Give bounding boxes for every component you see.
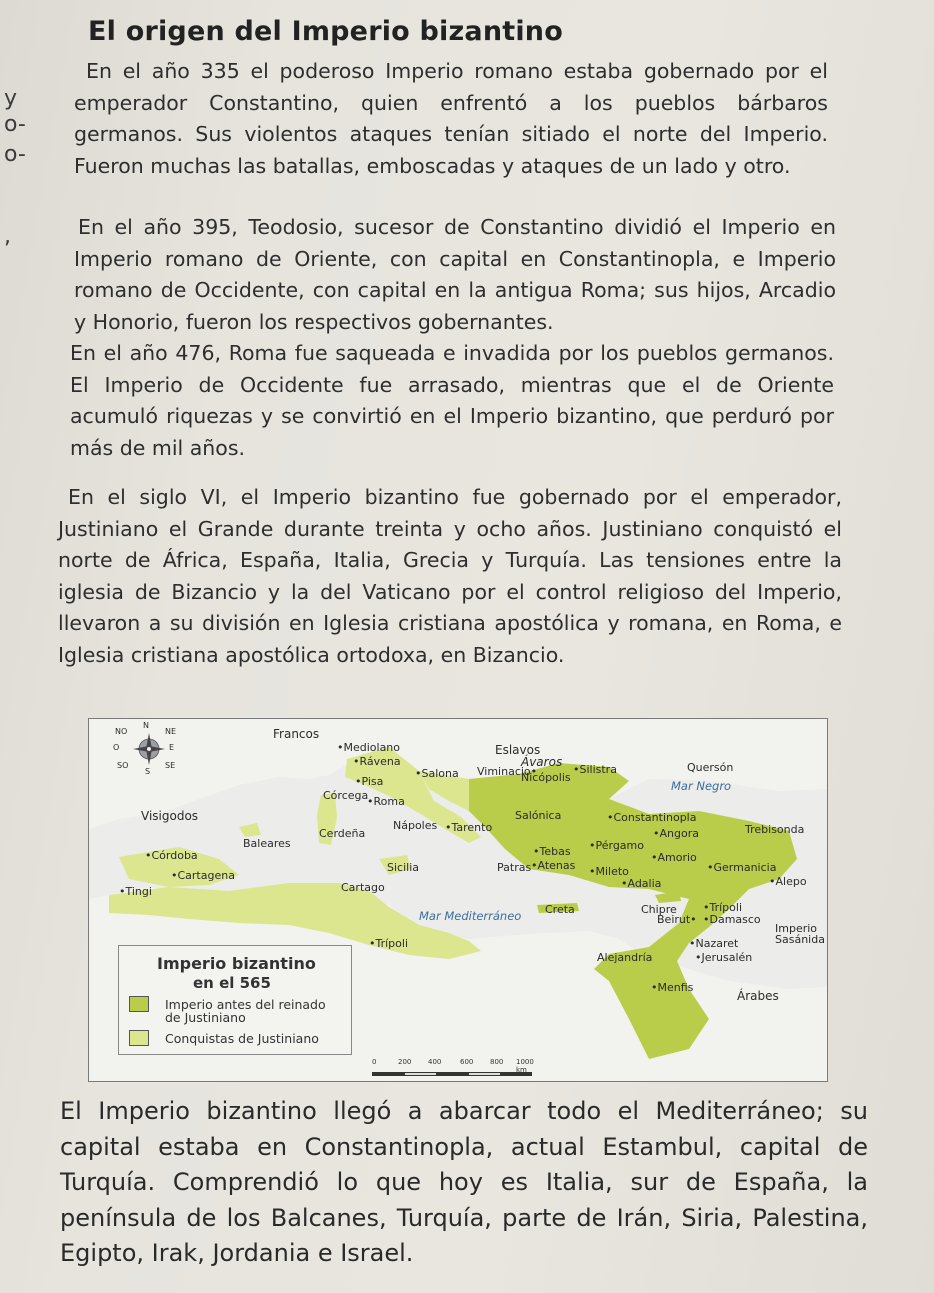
label-constantinopla: •Constantinopla [607, 811, 697, 824]
scale-segment [372, 1072, 404, 1076]
label-jerusalen: •Jerusalén [695, 951, 753, 964]
map-caption: El Imperio bizantino llegó a abarcar todo el Mediterráneo; su capital estaba en Constantinopla, actual Estambul, capital de Turquía. Comprendió lo que hoy es Italia, sur de España, la península de los Balcanes, Turquía, parte de Irán, Siria, Palestina, Egipto, Irak, Jordania e Israel. [60, 1097, 868, 1267]
paragraph-roma-476: En el año 476, Roma fue saqueada e invadida por los pueblos germanos. El Imperio de Occidente fue arrasado, mientras que el de Oriente acumuló riquezas y se convirtió en el Imperio bizantino, que perduró por más de mil años. [70, 341, 834, 460]
label-cartago: Cartago [341, 881, 385, 894]
legend-item-conquests: Conquistas de Justiniano [165, 1031, 319, 1046]
scale-segment [436, 1072, 468, 1076]
label-cartagena: •Cartagena [171, 869, 235, 882]
margin-mark: , [4, 224, 11, 249]
legend-item-pre-justinian: Imperio antes del reinado de Justiniano [165, 997, 326, 1025]
paragraph-teodosio: En el año 395, Teodosio, sucesor de Constantino dividió el Imperio en Imperio romano de Oriente, con capital en Constantinopla, e Imperio romano de Occidente, con capital en la antigua Roma; sus hijos, Arcadio y Honorio, fueron los respectivos gobernantes. [74, 215, 836, 334]
label-creta: Creta [545, 903, 575, 916]
label-tripoli-east: •Trípoli [703, 901, 742, 914]
margin-mark: o- [4, 112, 26, 137]
label-nicopolis: Nicópolis [521, 771, 571, 784]
label-avaros: Ávaros [521, 755, 563, 769]
label-beirut: Beirut• [657, 913, 697, 926]
scale-label: 400 [428, 1058, 442, 1066]
label-pergamo: •Pérgamo [589, 839, 644, 852]
compass-e: E [169, 743, 175, 752]
label-cordoba: •Córdoba [145, 849, 198, 862]
label-eslavos: Eslavos [495, 743, 541, 757]
margin-mark: o- [4, 142, 26, 167]
label-cerdena: Cerdeña [319, 827, 366, 840]
label-francos: Francos [273, 727, 320, 741]
label-pisa: •Pisa [355, 775, 384, 788]
legend-title: Imperio bizantino [157, 954, 316, 973]
paragraph-justiniano: En el siglo VI, el Imperio bizantino fue gobernado por el emperador, Justiniano el Grande durante treinta y ocho años. Justiniano conquistó el norte de África, España, Italia, Grecia y Turquía. Las tensiones entre la iglesia de Bizancio y la del Vaticano por el control religioso del Imperio, llevaron a su división en Iglesia cristiana apostólica y romana, en Roma, e Iglesia cristiana apostólica ortodoxa, en Bizancio. [58, 485, 842, 667]
label-tripoli-west: •Trípoli [369, 937, 408, 950]
label-menfis: •Menfis [651, 981, 694, 994]
page-title: El origen del Imperio bizantino [88, 16, 563, 47]
scale-label: 0 [372, 1058, 377, 1066]
compass-o: O [113, 743, 120, 752]
label-salonica: Salónica [515, 809, 562, 822]
label-baleares: Baleares [243, 837, 291, 850]
label-trebisonda: Trebisonda [745, 823, 805, 836]
scale-label: 600 [460, 1058, 474, 1066]
label-tingi: •Tingi [119, 885, 152, 898]
legend-subtitle: en el 565 [193, 974, 271, 992]
compass-s: S [145, 767, 151, 776]
label-mar-mediterraneo: Mar Mediterráneo [419, 909, 522, 923]
label-roma: •Roma [367, 795, 405, 808]
compass-se: SE [165, 761, 176, 770]
label-atenas: •Atenas [531, 859, 576, 872]
scale-label: 1000 km [516, 1058, 534, 1074]
scale-segment [404, 1072, 438, 1076]
balearics [239, 823, 261, 837]
label-patras: Patras [497, 861, 532, 874]
label-imperio-sasanida: Imperio Sasánida [775, 922, 825, 946]
label-adalia: •Adalia [621, 877, 662, 890]
legend-swatch-pre-justinian [129, 996, 149, 1012]
compass-ne: NE [165, 727, 177, 736]
label-alepo: •Alepo [769, 875, 807, 888]
label-alejandria: Alejandría [597, 951, 653, 964]
scale-segment [468, 1072, 502, 1076]
label-sicilia: Sicilia [387, 861, 419, 874]
label-ravena: •Rávena [353, 755, 401, 768]
compass-no: NO [115, 727, 128, 736]
map-legend [118, 945, 352, 1055]
label-germanicia: •Germanicia [707, 861, 777, 874]
label-silistra: •Silistra [573, 763, 617, 776]
label-mar-negro: Mar Negro [671, 779, 732, 793]
label-mediolano: •Mediolano [337, 741, 401, 754]
label-mileto: •Mileto [589, 865, 629, 878]
map-scale-bar [372, 1058, 542, 1080]
compass-so: SO [117, 761, 129, 770]
label-damasco: •Damasco [703, 913, 761, 926]
label-amorio: •Amorio [651, 851, 697, 864]
label-angora: •Angora [653, 827, 699, 840]
label-arabes: Árabes [737, 989, 779, 1003]
label-salona: •Salona [415, 767, 459, 780]
label-chipre: Chipre [641, 903, 677, 916]
label-napoles: Nápoles [393, 819, 438, 832]
label-corcega: Córcega [323, 789, 369, 802]
compass-n: N [143, 721, 149, 730]
label-visigodos: Visigodos [141, 809, 199, 823]
paragraph-constantino: En el año 335 el poderoso Imperio romano estaba gobernado por el emperador Constantino, quien enfrentó a los pueblos bárbaros germanos. Sus violentos ataques tenían sitiado el norte del Imperio. Fueron muchas las batallas, emboscadas y ataques de un lado y otro. [74, 59, 828, 178]
label-tarento: •Tarento [445, 821, 493, 834]
label-tebas: •Tebas [533, 845, 571, 858]
legend-swatch-conquests [129, 1030, 149, 1046]
label-nazaret: •Nazaret [689, 937, 739, 950]
scale-label: 800 [490, 1058, 504, 1066]
label-querson: Quersón [687, 761, 734, 774]
margin-mark: y [4, 86, 18, 111]
scale-label: 200 [398, 1058, 412, 1066]
label-viminacio: Viminacio• [477, 765, 538, 778]
